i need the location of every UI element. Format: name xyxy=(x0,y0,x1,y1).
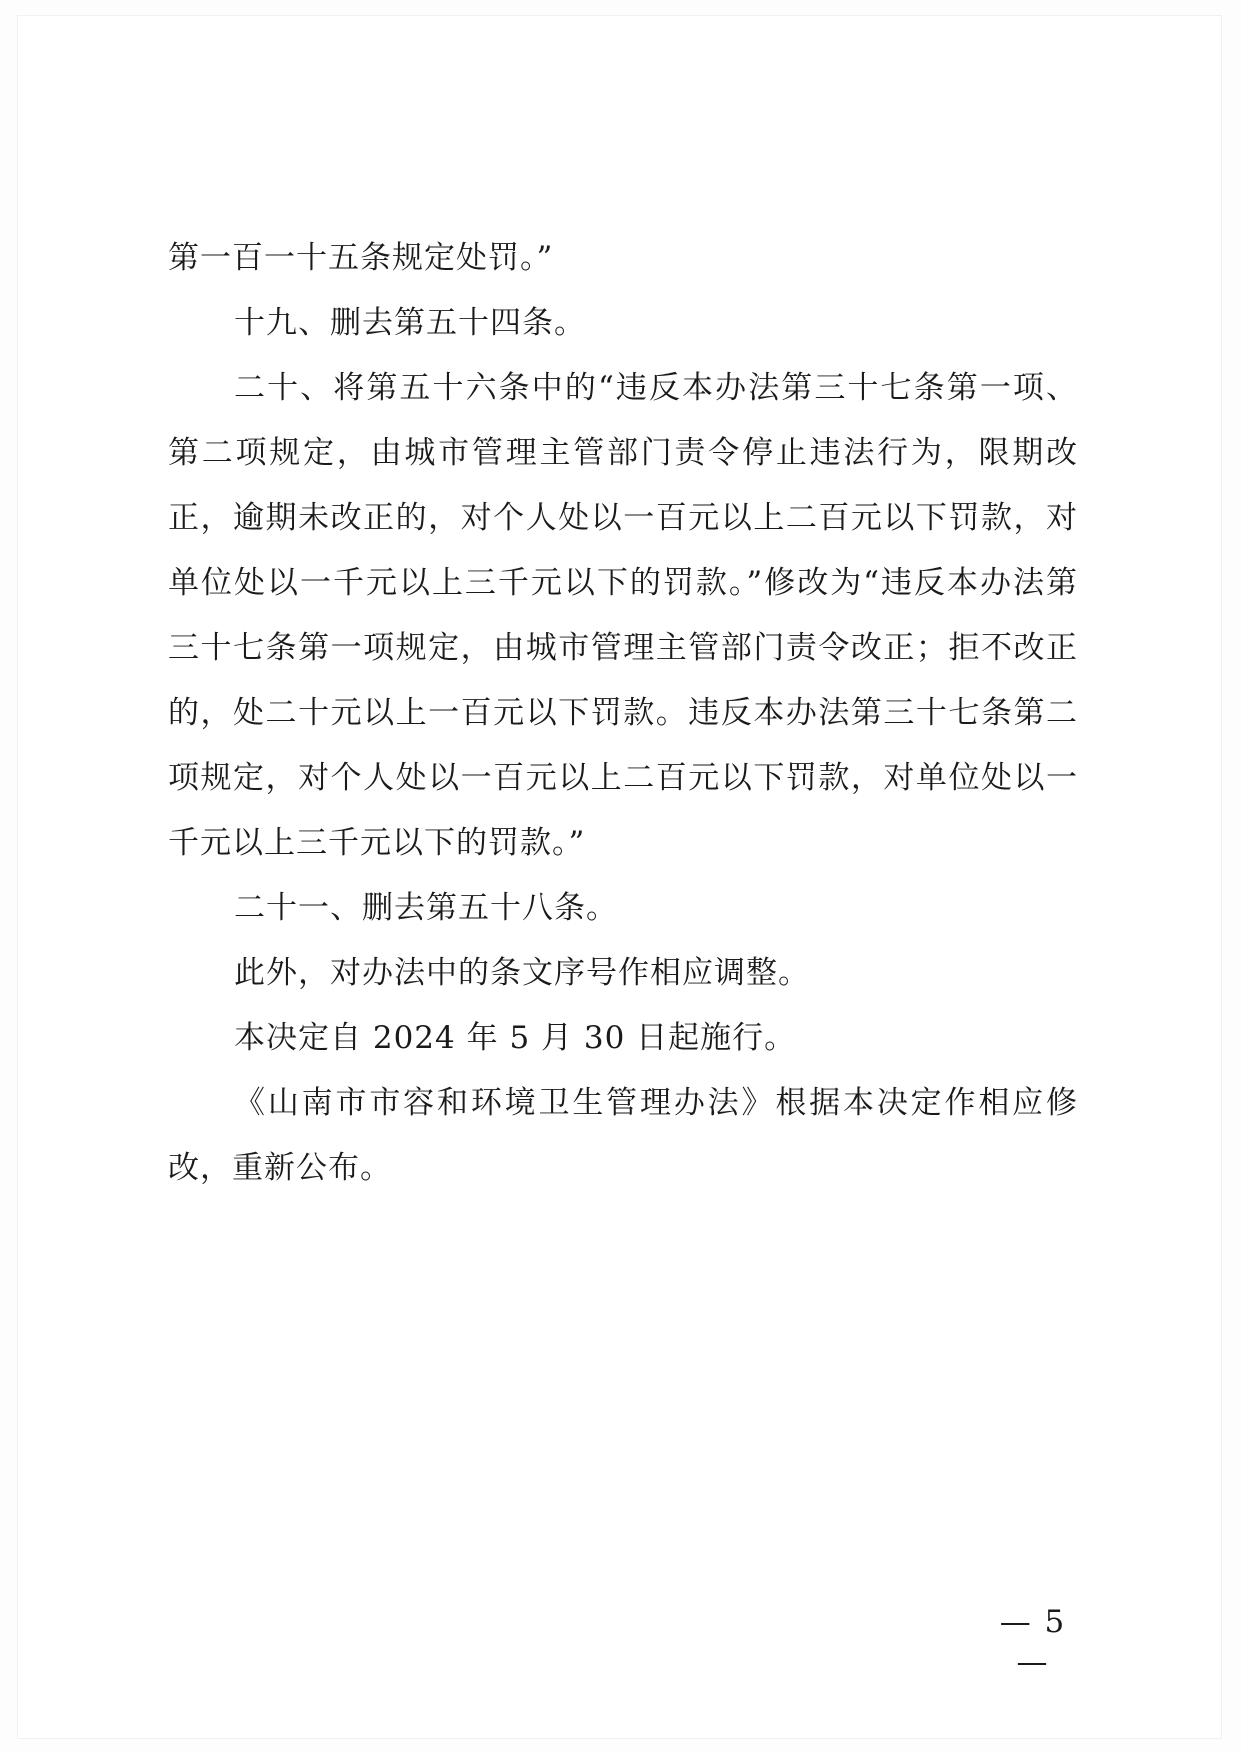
document-body xyxy=(168,226,1078,1201)
paragraph-item-21: 二十一、删去第五十八条。 xyxy=(234,890,618,926)
paragraph-republication: 《山南市市容和环境卫生管理办法》根据本决定作相应修改，重新公布。 xyxy=(168,1085,1078,1186)
paragraph-renumbering: 此外，对办法中的条文序号作相应调整。 xyxy=(234,955,810,991)
paragraph-continuation: 第一百一十五条规定处罚。” xyxy=(168,240,554,276)
page-number: — 5 — xyxy=(999,1604,1067,1680)
paragraph-item-20: 二十、将第五十六条中的“违反本办法第三十七条第一项、第二项规定，由城市管理主管部门责令停止违法行为，限期改正，逾期未改正的，对个人处以一百元以上二百元以下罚款，对单位处以一千元以上三千元以下的罚款。”修改为“违反本办法第三十七条第一项规定，由城市管理主管部门责令改正；拒不改正的，处二十元以上一百元以下罚款。违反本办法第三十七条第二项规定，对个人处以一百元以上二百元以下罚款，对单位处以一千元以上三千元以下的罚款。” xyxy=(168,370,1078,861)
paragraph-item-19: 十九、删去第五十四条。 xyxy=(234,305,586,341)
paragraph-effective-date: 本决定自 2024 年 5 月 30 日起施行。 xyxy=(234,1020,797,1056)
